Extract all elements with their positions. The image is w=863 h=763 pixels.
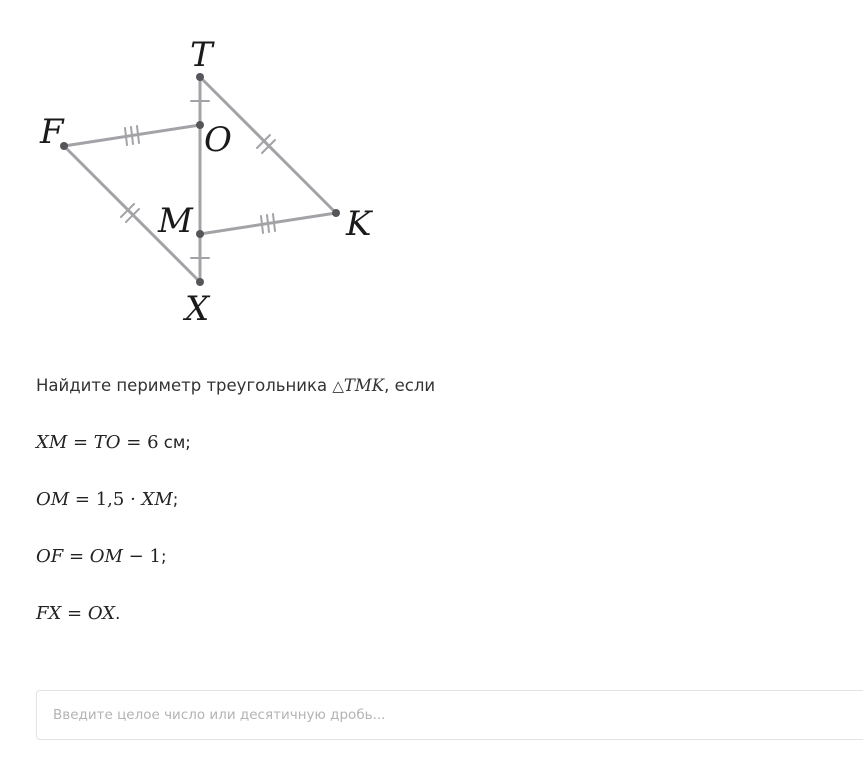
condition-2: OM = 1,5 · XM;	[36, 489, 179, 510]
answer-field[interactable]	[36, 690, 863, 740]
task-prompt	[36, 374, 435, 398]
label-x: X	[185, 289, 210, 329]
point-k	[332, 209, 340, 217]
condition-1: XM = TO = 6 см;	[36, 432, 191, 453]
point-x	[196, 278, 204, 286]
condition-4: FX = OX.	[36, 603, 121, 624]
label-m: M	[158, 201, 193, 241]
prompt-text: Найдите периметр треугольника	[36, 376, 333, 395]
answer-input[interactable]	[37, 691, 863, 739]
geometry-figure	[0, 0, 400, 340]
triangle-name: TMK	[343, 376, 385, 395]
prompt-suffix: , если	[384, 376, 436, 395]
label-t: T	[190, 35, 213, 75]
triangle-symbol: △	[332, 377, 344, 395]
point-m	[196, 230, 204, 238]
label-k: K	[346, 204, 372, 244]
label-f: F	[40, 112, 64, 152]
label-o: O	[204, 120, 232, 160]
point-o	[196, 121, 204, 129]
condition-3: OF = OM − 1;	[36, 546, 167, 567]
